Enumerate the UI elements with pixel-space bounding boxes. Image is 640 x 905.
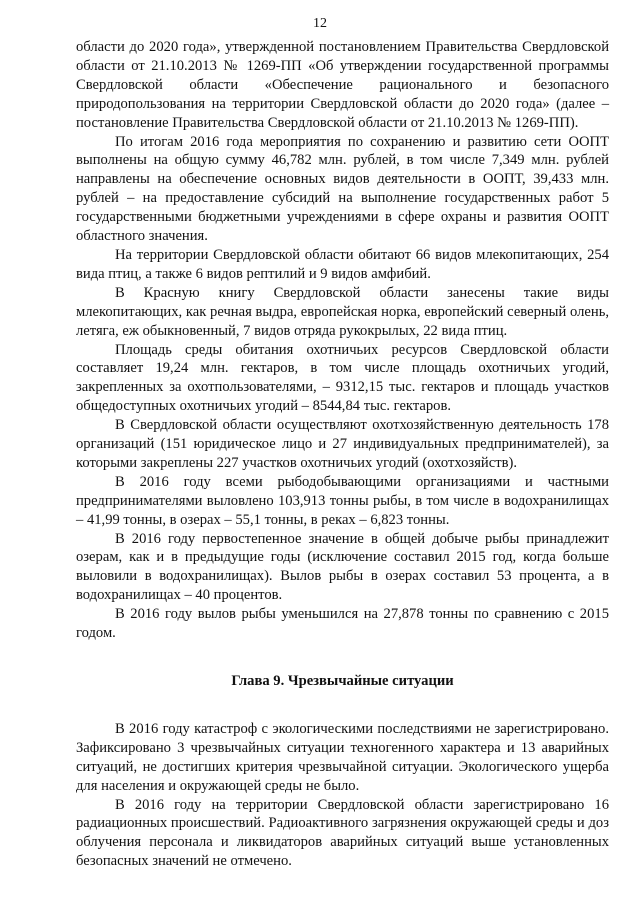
paragraph-red-book: В Красную книгу Свердловской области занесены такие виды млекопитающих, как речная выдра, европейская норка, европейский северный олень, летяга, еж обыкновенный, 7 видов отряда рукокрылых, 22 вида птиц. <box>76 284 609 339</box>
paragraph-emergencies: В 2016 году катастроф с экологическими последствиями не зарегистрировано. Зафиксировано 3 чрезвычайных ситуации техногенного характера и 13 аварийных ситуаций, не достигших критерия чрезвычайной ситуации. Экологического ущерба для населения и окружающей среды не было. <box>76 720 609 794</box>
paragraph-continuation: области до 2020 года», утвержденной постановлением Правительства Свердловской области от 21.10.2013 № 1269-ПП «Об утверждении государственной программы Свердловской области «Обеспечение рационального и безопасного природопользования на территории Свердловской области до 2020 года» (далее – постановление Правительства Свердловской области от 21.10.2013 № 1269-ПП). <box>76 39 609 131</box>
paragraph-fauna-species: На территории Свердловской области обитают 66 видов млекопитающих, 254 вида птиц, а также 6 видов рептилий и 9 видов амфибий. <box>76 246 609 282</box>
chapter-heading: Глава 9. Чрезвычайные ситуации <box>231 673 454 689</box>
paragraph-radiation: В 2016 году на территории Свердловской области зарегистрировано 16 радиационных происшествий. Радиоактивного загрязнения окружающей среды и доз облучения персонала и ликвидаторов аварийных ситуаций выше установленных безопасных значений не отмечено. <box>76 796 609 870</box>
paragraph-oopt-funding: По итогам 2016 года мероприятия по сохранению и развитию сети ООПТ выполнены на общую сумму 46,782 млн. рублей, в том числе 7,349 млн. рублей направлены на обеспечение основных видов деятельности в ООПТ, 39,433 млн. рублей – на предоставление субсидий на выполнение государственных работ 5 государственными бюджетными учреждениями в сфере охраны и развития ООПТ областного значения. <box>76 133 609 245</box>
page-content <box>76 38 609 871</box>
paragraph-fish-catch: В 2016 году всеми рыбодобывающими организациями и частными предпринимателями выловлено 103,913 тонны рыбы, в том числе в водохранилищах – 41,99 тонны, в озерах – 55,1 тонны, в реках – 6,823 тонны. <box>76 473 609 528</box>
paragraph-fish-lakes: В 2016 году первостепенное значение в общей добыче рыбы принадлежит озерам, как и в предыдущие годы (исключение составил 2015 год, когда больше выловили в водохранилищах). Вылов рыбы в озерах составил 53 процента, а в водохранилищах – 40 процентов. <box>76 530 609 604</box>
paragraph-fish-decrease: В 2016 году вылов рыбы уменьшился на 27,878 тонны по сравнению с 2015 годом. <box>76 606 609 642</box>
page-number: 12 <box>313 16 327 31</box>
paragraph-hunting-area: Площадь среды обитания охотничьих ресурсов Свердловской области составляет 19,24 млн. гектаров, в том числе площадь охотничьих угодий, закрепленных за охотпользователями, – 9312,15 тыс. гектаров и площадь участков общедоступных охотничьих угодий – 8544,84 тыс. гектаров. <box>76 341 609 415</box>
paragraph-hunting-organizations: В Свердловской области осуществляют охотхозяйственную деятельность 178 организаций (151 юридическое лицо и 27 индивидуальных предпринимателей), за которыми закреплены 227 участков охотничьих угодий (охотхозяйств). <box>76 417 609 471</box>
